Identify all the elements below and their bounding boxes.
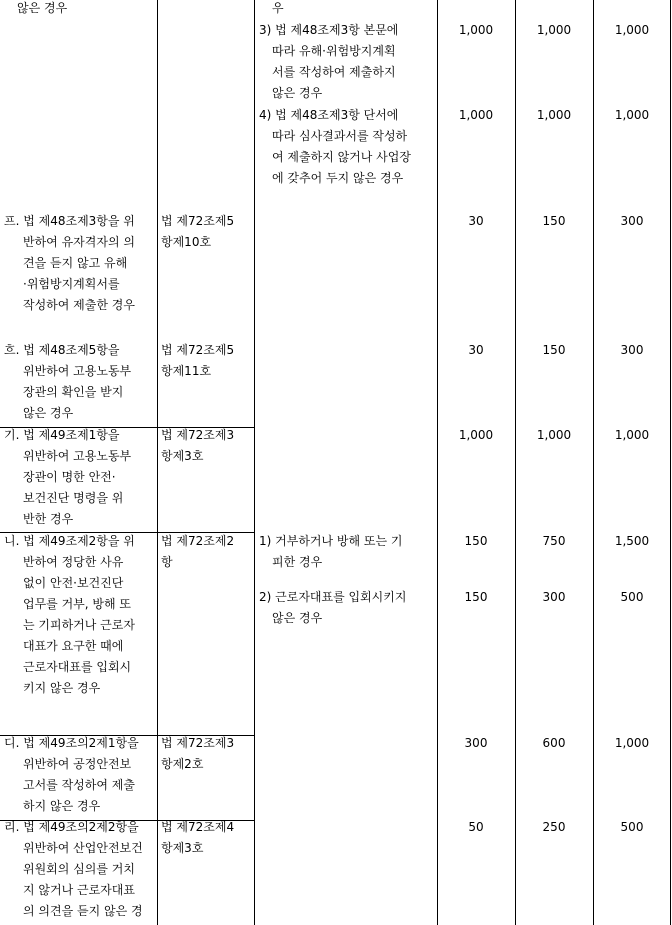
law-article: 항제11호 — [161, 364, 212, 378]
fine-first: 30 — [468, 214, 484, 228]
detail-text: 우 — [272, 1, 284, 15]
law-article: 법 제72조제5 — [161, 343, 235, 357]
fine-second: 1,000 — [536, 108, 572, 122]
fine-second: 750 — [542, 534, 566, 548]
fine-first: 30 — [468, 343, 484, 357]
law-article: 항 — [161, 555, 173, 569]
violation-text: 반한 경우 — [23, 512, 74, 526]
fine-third: 500 — [620, 590, 644, 604]
fine-second: 250 — [542, 820, 566, 834]
violation-text: 니. 법 제49조제2항을 위 — [4, 534, 135, 548]
violation-text: 고서를 작성하여 제출 — [23, 778, 135, 792]
fine-first: 150 — [464, 590, 488, 604]
fine-second: 150 — [542, 214, 566, 228]
fine-second: 300 — [542, 590, 566, 604]
violation-text: 없이 안전·보건진단 — [23, 576, 124, 590]
violation-text: 의 의견을 듣지 않은 경 — [23, 904, 143, 918]
violation-text: 않은 경우 — [23, 406, 74, 420]
law-article: 항제2호 — [161, 757, 204, 771]
violation-text: 는 기피하거나 근로자 — [23, 618, 135, 632]
violation-text: 장관의 확인을 받지 — [23, 385, 124, 399]
law-article: 항제10호 — [161, 235, 212, 249]
detail-text: 3) 법 제48조제3항 본문에 — [259, 23, 399, 37]
violation-text: 견을 듣지 않고 유해 — [23, 256, 128, 270]
law-article: 법 제72조제4 — [161, 820, 235, 834]
fine-first: 1,000 — [458, 108, 494, 122]
detail-text: 피한 경우 — [272, 555, 323, 569]
violation-text: 않은 경우 — [17, 1, 68, 15]
detail-text: 1) 거부하거나 방해 또는 기 — [259, 534, 403, 548]
detail-text: 서를 작성하여 제출하지 — [272, 65, 396, 79]
fine-first: 1,000 — [458, 23, 494, 37]
violation-text: 위원회의 심의를 거치 — [23, 862, 135, 876]
law-article: 법 제72조제3 — [161, 428, 235, 442]
violation-text: 리. 법 제49조의2제2항을 — [4, 820, 139, 834]
detail-text: 따라 심사결과서를 작성하 — [272, 129, 408, 143]
violation-text: 프. 법 제48조제3항을 위 — [4, 214, 135, 228]
fine-third: 1,000 — [614, 108, 650, 122]
fine-second: 600 — [542, 736, 566, 750]
violation-text: 대표가 요구한 때에 — [23, 639, 124, 653]
law-article: 항제3호 — [161, 841, 204, 855]
detail-text: 따라 유해·위험방지계획 — [272, 44, 396, 58]
fine-third: 300 — [620, 343, 644, 357]
violation-text: 작성하여 제출한 경우 — [23, 298, 135, 312]
violation-text: 하지 않은 경우 — [23, 799, 101, 813]
column-divider — [670, 0, 671, 925]
fine-first: 1,000 — [458, 428, 494, 442]
violation-text: 기. 법 제49조제1항을 — [4, 428, 120, 442]
column-divider — [437, 0, 438, 925]
fine-third: 1,500 — [614, 534, 650, 548]
violation-text: 지 않거나 근로자대표 — [23, 883, 135, 897]
column-divider — [157, 0, 158, 925]
violation-text: 근로자대표를 입회시 — [23, 660, 132, 674]
violation-text: ·위험방지계획서를 — [23, 277, 120, 291]
fine-second: 1,000 — [536, 23, 572, 37]
detail-text: 2) 근로자대표를 입회시키지 — [259, 590, 407, 604]
detail-text: 않은 경우 — [272, 86, 323, 100]
detail-text: 않은 경우 — [272, 611, 323, 625]
column-divider — [254, 0, 255, 925]
violation-text: 보건진단 명령을 위 — [23, 491, 124, 505]
violation-text: 디. 법 제49조의2제1항을 — [4, 736, 139, 750]
violation-text: 반하여 정당한 사유 — [23, 555, 124, 569]
violation-text: 흐. 법 제48조제5항을 — [4, 343, 120, 357]
fine-second: 150 — [542, 343, 566, 357]
law-article: 항제3호 — [161, 449, 204, 463]
violation-text: 위반하여 고용노동부 — [23, 449, 132, 463]
fine-third: 500 — [620, 820, 644, 834]
violation-text: 업무를 거부, 방해 또 — [23, 597, 131, 611]
violation-text: 위반하여 고용노동부 — [23, 364, 132, 378]
fine-first: 50 — [468, 820, 484, 834]
column-divider — [593, 0, 594, 925]
violation-text: 키지 않은 경우 — [23, 681, 101, 695]
fine-first: 300 — [464, 736, 488, 750]
law-article: 법 제72조제2 — [161, 534, 235, 548]
fine-first: 150 — [464, 534, 488, 548]
fine-third: 1,000 — [614, 736, 650, 750]
column-divider — [515, 0, 516, 925]
fine-third: 1,000 — [614, 428, 650, 442]
violation-text: 위반하여 산업안전보건 — [23, 841, 143, 855]
detail-text: 에 갖추어 두지 않은 경우 — [272, 171, 404, 185]
violation-text: 위반하여 공정안전보 — [23, 757, 132, 771]
law-article: 법 제72조제5 — [161, 214, 235, 228]
fine-second: 1,000 — [536, 428, 572, 442]
violation-text: 반하여 유자격자의 의 — [23, 235, 135, 249]
detail-text: 4) 법 제48조제3항 단서에 — [259, 108, 399, 122]
detail-text: 여 제출하지 않거나 사업장 — [272, 150, 411, 164]
law-article: 법 제72조제3 — [161, 736, 235, 750]
violation-text: 장관이 명한 안전· — [23, 470, 116, 484]
fine-third: 1,000 — [614, 23, 650, 37]
fine-third: 300 — [620, 214, 644, 228]
